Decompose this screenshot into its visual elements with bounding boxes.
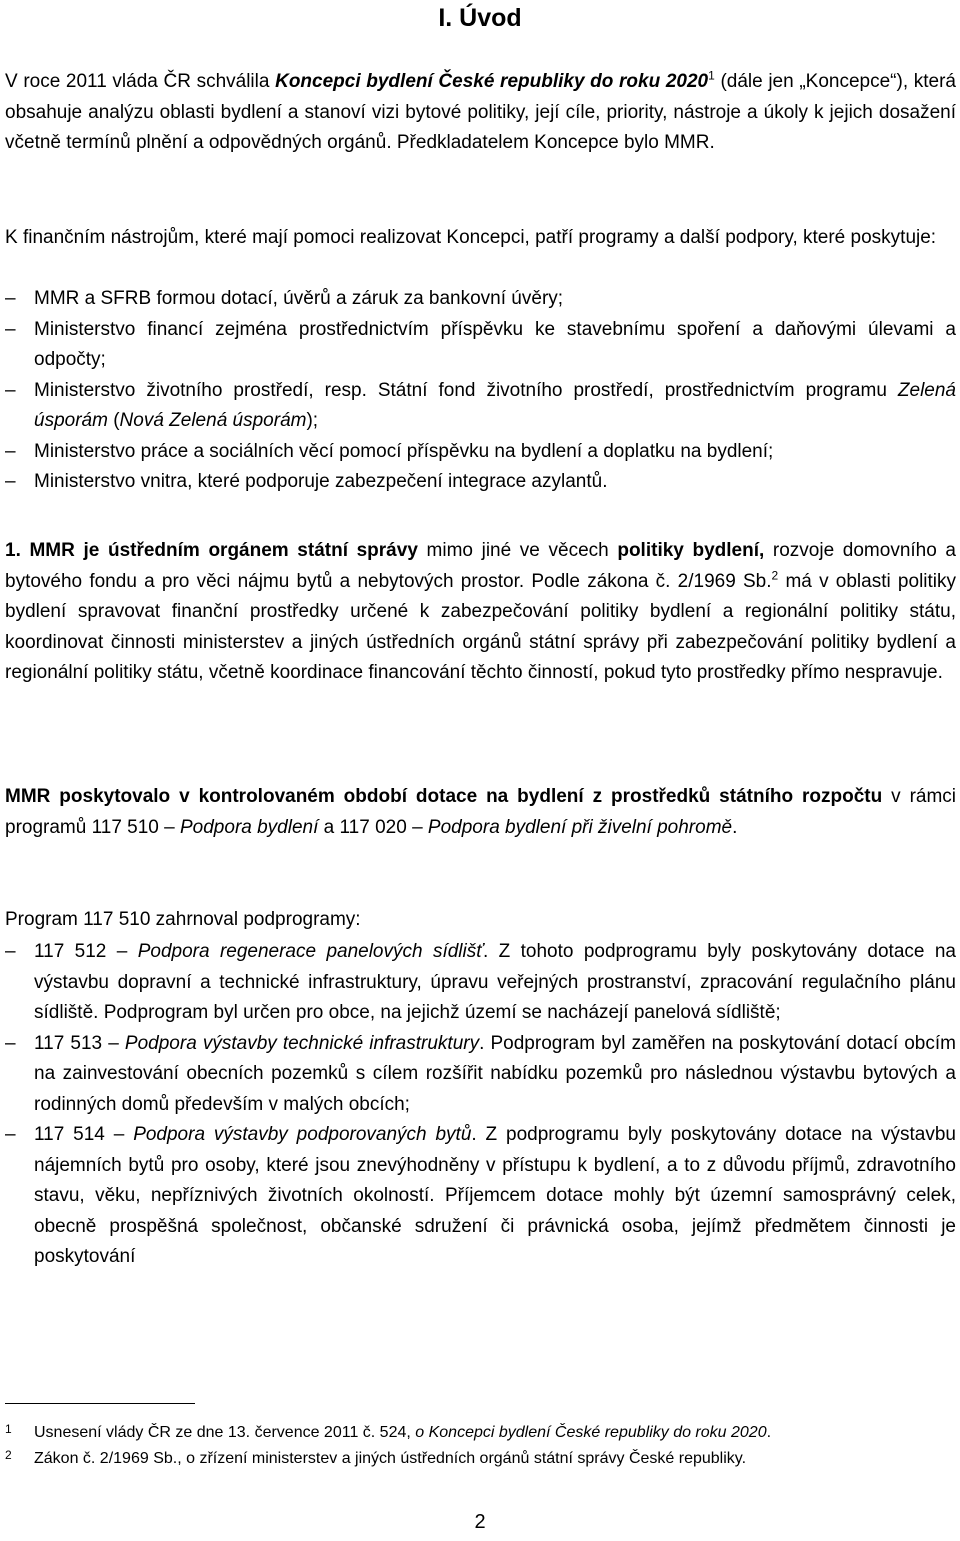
dash-bullet: – bbox=[5, 288, 16, 309]
list-item-text: ( bbox=[107, 410, 120, 431]
section-heading: I. Úvod bbox=[438, 4, 522, 32]
list-item-text: MMR a SFRB formou dotací, úvěrů a záruk za bankovní úvěry; bbox=[34, 288, 564, 309]
intro-paragraph bbox=[5, 67, 956, 159]
footnote-divider bbox=[5, 1403, 195, 1404]
subprograms-intro: Program 117 510 zahrnoval podprogramy: bbox=[5, 909, 361, 930]
mmr-role-paragraph bbox=[5, 536, 956, 689]
footnote-text bbox=[34, 1448, 746, 1470]
mmr-role-text: mimo jiné ve věcech bbox=[417, 540, 618, 561]
subsidies-text: a 117 020 – bbox=[318, 816, 428, 838]
subsidies-bold: MMR poskytovalo v kontrolovaném období dotace na bydlení z prostředků státního rozpočtu bbox=[5, 786, 883, 807]
subsidies-paragraph bbox=[5, 782, 956, 843]
list-item bbox=[5, 1029, 956, 1121]
subprograms-list bbox=[5, 937, 956, 1273]
intro-text-1: V roce 2011 vláda ČR schválila bbox=[5, 71, 276, 92]
subsidies-text: v rámci programů 117 510 – bbox=[5, 786, 957, 838]
list-item-text: ); bbox=[306, 410, 319, 431]
program-name: Nová Zelená úsporám bbox=[119, 410, 307, 431]
instruments-list bbox=[5, 284, 956, 498]
mmr-role-text: má v oblasti politiky bydlení spravovat finanční prostředky určené k zabezpečování politiky bydlení a regionální politiky státu, koordinovat činnosti ministerstev a jiných ústředních orgánů státní správy při zabezpečování politiky bydlení a regionální politiky státu, včetně koordinace financování těchto činností, pokud tyto prostředky přímo nespravuje. bbox=[5, 570, 957, 683]
list-item bbox=[5, 315, 956, 376]
instruments-intro: K finančním nástrojům, které mají pomoci realizovat Koncepci, patří programy a další podpory, které poskytuje: bbox=[5, 227, 937, 248]
footnote-text-part: . bbox=[766, 1424, 772, 1441]
list-item bbox=[5, 467, 956, 498]
list-item-text: . Z podprogramu byly poskytovány dotace na výstavbu nájemních bytů pro osoby, které jsou znevýhodněny v přístupu k bydlení, a to z důvodu příjmů, zdravotního stavu, věku, nepříznivých životních okolností. Příjemcem dotace mohly být územní samosprávný celek, obecně prospěšná společnost, občanské sdružení či právnická osoba, jejímž předmětem činnosti je poskytování bbox=[34, 1124, 956, 1267]
list-item bbox=[5, 1120, 956, 1273]
list-item-text: 117 512 – bbox=[34, 941, 138, 962]
footnote-text-part: , o zřízení ministerstev a jiných ústředních orgánů státní správy České republiky. bbox=[177, 1450, 747, 1467]
list-item-text: Ministerstvo životního prostředí, resp. Státní fond životního prostředí, prostřednictvím programu bbox=[34, 379, 898, 401]
list-item bbox=[5, 284, 956, 315]
list-item-text: 117 513 – bbox=[34, 1032, 125, 1054]
footnote-number: 2 bbox=[5, 1448, 12, 1462]
footnote-ref-2[interactable]: 2 bbox=[771, 568, 779, 583]
footnote-italic: o Koncepci bydlení České republiky do roku 2020 bbox=[415, 1424, 767, 1441]
dash-bullet: – bbox=[5, 941, 16, 962]
dash-bullet: – bbox=[5, 318, 16, 340]
footnote-text-part: Usnesení vlády ČR ze dne 13. července 2011 č. 524, bbox=[34, 1424, 416, 1441]
dash-bullet: – bbox=[5, 1032, 16, 1054]
housing-policy-bold: politiky bydlení, bbox=[617, 540, 765, 561]
mmr-role-bold: 1. MMR je ústředním orgánem státní správy bbox=[5, 540, 418, 561]
list-item-text: . Z tohoto podprogramu byly poskytovány dotace na výstavbu dopravní a technické infrastruktury, úpravu veřejných prostranství, zpracování regulačního plánu sídliště. Podprogram byl určen pro obce, na jejichž území se nacházejí panelová sídliště; bbox=[34, 941, 956, 1023]
dash-bullet: – bbox=[5, 1124, 16, 1145]
list-item-text: . Podprogram byl zaměřen na poskytování dotací obcím na zainvestování obecních pozemků s cílem rozšířit nabídku pozemků pro následnou výstavbu bytových a rodinných domů především v malých obcích; bbox=[34, 1032, 956, 1115]
subprogram-name: Podpora regenerace panelových sídlišť bbox=[137, 941, 483, 962]
mmr-role-text: rozvoje domovního a bytového fondu a pro věci nájmu bytů a nebytových prostor. Podle zákona č. 2/1969 Sb. bbox=[5, 540, 957, 592]
list-item bbox=[5, 937, 956, 1029]
intro-text-2: (dále jen „Koncepce“), která obsahuje analýzu oblasti bydlení a stanoví vizi bytové politiky, její cíle, priority, nástroje a úkoly k jejich dosažení včetně termínů plnění a odpovědných orgánů. Předkladatelem Koncepce bylo MMR. bbox=[5, 71, 956, 153]
subsidies-text: . bbox=[732, 816, 738, 838]
list-item-text: 117 514 – bbox=[34, 1124, 134, 1145]
program-name: Zelená úsporám bbox=[34, 379, 956, 431]
list-item bbox=[5, 437, 956, 468]
footnote-text-part: Zákon č. 2/1969 Sb. bbox=[34, 1450, 178, 1467]
list-item-text: Ministerstvo práce a sociálních věcí pomocí příspěvku na bydlení a doplatku na bydlení; bbox=[34, 440, 774, 462]
dash-bullet: – bbox=[5, 471, 16, 492]
program-name: Podpora bydlení bbox=[180, 816, 319, 838]
dash-bullet: – bbox=[5, 440, 16, 462]
dash-bullet: – bbox=[5, 379, 16, 401]
footnote-text bbox=[34, 1422, 771, 1444]
list-item-text: Ministerstvo vnitra, které podporuje zabezpečení integrace azylantů. bbox=[34, 471, 608, 492]
footnote-number: 1 bbox=[5, 1422, 12, 1436]
footnote-ref-1[interactable]: 1 bbox=[708, 68, 715, 83]
page-number: 2 bbox=[474, 1511, 486, 1533]
list-item bbox=[5, 376, 956, 437]
subprogram-name: Podpora výstavby podporovaných bytů bbox=[133, 1124, 472, 1145]
concept-title: Koncepci bydlení České republiky do roku 2020 bbox=[275, 71, 709, 92]
subprogram-name: Podpora výstavby technické infrastruktury bbox=[124, 1032, 480, 1054]
program-name: Podpora bydlení při živelní pohromě bbox=[427, 816, 733, 838]
list-item-text: Ministerstvo financí zejména prostřednictvím příspěvku ke stavebnímu spoření a daňovými úlevami a odpočty; bbox=[34, 318, 956, 370]
